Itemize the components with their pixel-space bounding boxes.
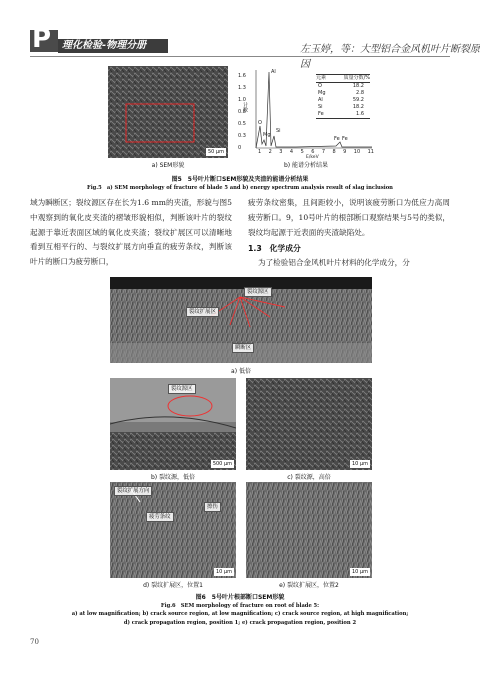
ytick: 0.8 xyxy=(238,109,246,115)
body-text-left: 域为瞬断区；裂纹源区存在长为1.6 mm的夹渣，形貌与图5中观察到的氧化皮夹渣的褶皱形貌相似，判断该叶片的裂纹起源于靠近表面区域的氧化皮夹渣；裂纹扩展区可以清晰地看到互相平行的、与裂纹扩展方向垂直的疲劳条纹，判断该叶片的断口为疲劳断口， xyxy=(30,198,232,267)
table-header: 元素 xyxy=(316,75,327,81)
fig6d-ann-scratch: 擦伤 xyxy=(204,502,221,512)
fig6-caption-en2: a) at low magnification; b) crack source region, at low magnification; c) crack source region, at high magnification; xyxy=(71,611,409,617)
fig6c-scale: 10 μm xyxy=(351,461,368,467)
ytick: 0.5 xyxy=(238,121,246,127)
ytick: 1.0 xyxy=(238,97,246,103)
fig6-caption-cn: 图6 5号叶片根部断口SEM形貌 xyxy=(195,594,285,601)
xtick: 10 xyxy=(353,149,361,155)
xtick: 8 xyxy=(332,149,336,155)
table-cell: Mg xyxy=(318,90,326,96)
body-text-right-2: 为了检验铝合金风机叶片材料的化学成分，分 xyxy=(258,258,410,267)
xtick: 1 xyxy=(258,149,262,155)
spectrum-ylabel: 计数 xyxy=(242,102,248,112)
fig6b-label: b) 裂纹源，低倍 xyxy=(150,474,196,481)
xtick: 9 xyxy=(343,149,347,155)
peak-label: Si xyxy=(276,128,281,134)
peak-label: Mg xyxy=(263,132,271,138)
peak-label: Al xyxy=(271,69,276,75)
peak-label: Fe xyxy=(342,136,348,142)
header-rule xyxy=(30,56,450,57)
fig6c-image xyxy=(246,378,372,470)
fig6b-ann-source: 裂纹源区 xyxy=(168,384,196,394)
fig5-caption-en: Fig.5 a) SEM morphology of fracture of blade 5 and b) energy spectrum analysis result of slag inclusion xyxy=(87,185,393,191)
ytick: 0 xyxy=(238,145,242,151)
fig5b-spectrum xyxy=(236,66,376,158)
fig5-caption-cn: 图5 5号叶片断口SEM形貌及夹渣的能谱分析结果 xyxy=(171,176,309,183)
peak-label: Fe xyxy=(334,136,340,142)
fig6a-label: a) 低倍 xyxy=(231,368,251,375)
ytick: 1.3 xyxy=(238,85,246,91)
fig5b-label: b) 能谱分析结果 xyxy=(283,162,329,169)
fig6d-scale: 10 μm xyxy=(215,569,232,575)
fig6d-ann-striations: 疲劳条纹 xyxy=(146,512,174,522)
fig6d-ann-direction: 裂纹扩展方向 xyxy=(114,486,152,496)
fig6e-label: e) 裂纹扩展区，位置2 xyxy=(279,582,339,589)
fig6a-ann-propagation: 裂纹扩展区 xyxy=(186,307,219,317)
fig6d-label: d) 裂纹扩展区，位置1 xyxy=(143,582,203,589)
table-cell: Al xyxy=(318,97,323,103)
fig6a-ann-source: 裂纹源区 xyxy=(244,287,272,297)
fig6c-label: c) 裂纹源，高倍 xyxy=(287,474,331,481)
xtick: 6 xyxy=(311,149,315,155)
spectrum-xlabel: E/keV xyxy=(306,155,319,160)
table-cell: 1.6 xyxy=(356,111,364,117)
table-cell: Si xyxy=(318,104,323,110)
table-header: 质量分数/% xyxy=(343,75,370,81)
fig5a-label: a) SEM形貌 xyxy=(151,162,185,169)
fig5a-scale: 50 μm xyxy=(207,149,224,155)
fig6b-image xyxy=(110,378,236,470)
xtick: 5 xyxy=(300,149,304,155)
xtick: 2 xyxy=(268,149,272,155)
section-heading: 1.3 化学成分 xyxy=(248,244,301,253)
xtick: 3 xyxy=(279,149,283,155)
running-title: 左玉婷，等：大型铝合金风机叶片断裂原因 xyxy=(300,44,480,70)
fig6a-ann-final: 瞬断区 xyxy=(232,343,254,353)
fig6b-scale: 500 μm xyxy=(212,461,232,467)
journal-name: 理化检验-物理分册 xyxy=(62,40,147,51)
fig6d-image xyxy=(110,482,236,578)
ytick: 1.6 xyxy=(238,73,246,79)
fig6-caption-en1: Fig.6 SEM morphology of fracture on root of blade 5: xyxy=(160,603,320,609)
fig6-caption-en3: d) crack propagation region, position 1; e) crack propagation region, position 2 xyxy=(123,620,357,626)
table-cell: 2.8 xyxy=(356,90,364,96)
table-cell: O xyxy=(318,83,322,89)
ytick: 0.3 xyxy=(238,133,246,139)
table-cell: 18.2 xyxy=(352,83,364,89)
body-text-right: 疲劳条纹密集，且间距较小，说明该疲劳断口为低应力高周疲劳断口。9，10号叶片的根部断口观察结果与5号的类似，裂纹均起源于近表面的夹渣缺陷处。 xyxy=(248,198,450,237)
table-cell: 59.2 xyxy=(352,97,364,103)
table-cell: Fe xyxy=(318,111,324,117)
fig5a-sem-image xyxy=(108,66,228,158)
xtick: 11 xyxy=(367,149,374,155)
fig6e-scale: 10 μm xyxy=(351,569,368,575)
fig6a-image xyxy=(110,277,372,363)
journal-logo-letter: P xyxy=(32,24,52,54)
fig6e-image xyxy=(246,482,372,578)
peak-label: O xyxy=(258,120,262,126)
xtick: 4 xyxy=(289,149,294,155)
element-table xyxy=(316,74,370,119)
page-number: 70 xyxy=(30,638,39,646)
xtick: 7 xyxy=(321,149,326,155)
table-cell: 18.2 xyxy=(352,104,364,110)
